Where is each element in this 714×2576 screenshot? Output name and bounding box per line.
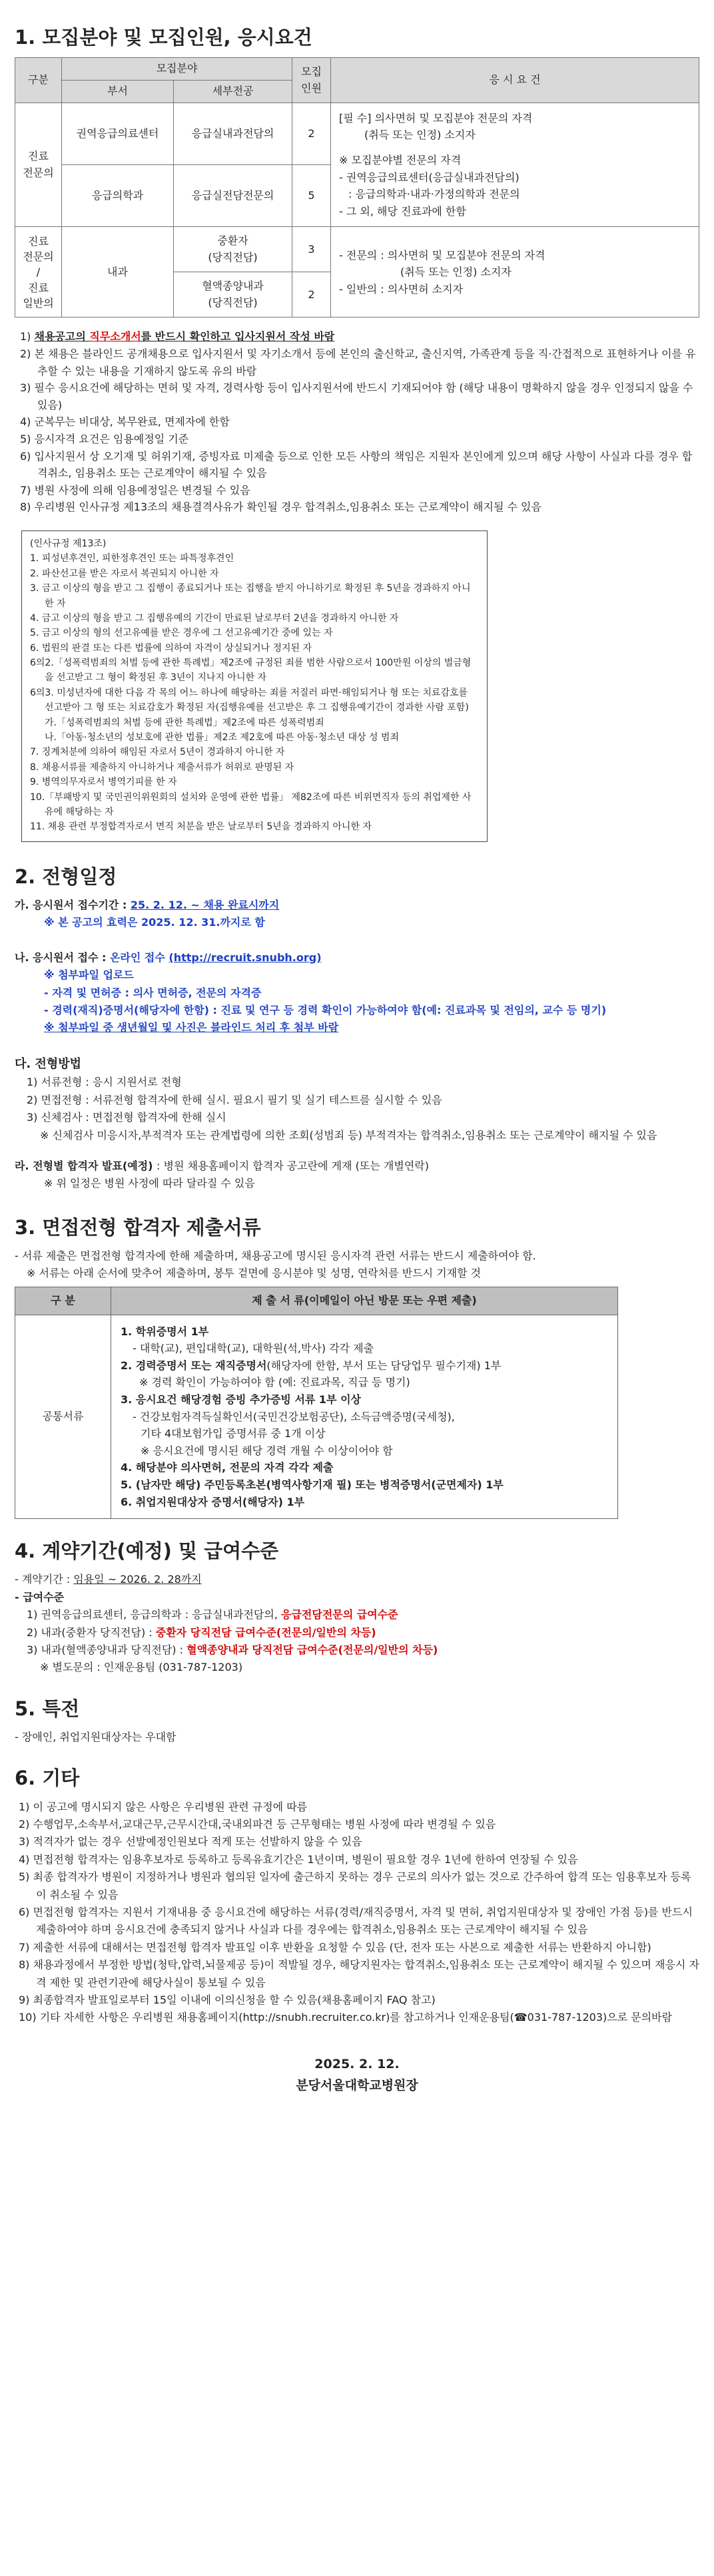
method-item: 3) 신체검사 : 면접전형 합격자에 한해 실시: [27, 1111, 226, 1124]
box-subitem: 나.「아동·청소년의 성보호에 관한 법률」제2조 제2호에 따른 아동·청소년 대상 성 범죄: [45, 732, 399, 744]
misc-item: 9) 최종합격자 발표일로부터 15일 이내에 이의신청을 할 수 있음(채용홈페이지 FAQ 참고): [19, 1993, 436, 2006]
group1-label: 진료 전문의: [15, 103, 62, 227]
box-item: 6. 법원의 판결 또는 다른 법률에 의하여 자격이 상실되거나 정지된 자: [30, 642, 312, 654]
misc-item: 8) 채용과정에서 부정한 방법(청탁,압력,뇌물제공 등)이 적발될 경우, 해당지원자는 합격취소,임용취소 또는 근로계약이 해지될 수 있으며 재응시 자격 제한 및 관련기관에 해당사실이 통보될 수 있음: [19, 1958, 699, 1989]
misc-list: [15, 1799, 699, 2027]
method-item: 1) 서류전형 : 응시 지원서로 전형: [27, 1076, 182, 1089]
dept-cell: 권역응급의료센터: [62, 103, 174, 164]
misc-item: 4) 면접전형 합격자는 임용후보자로 등록하고 등록유효기간은 1년이며, 병원이 필요할 경우 1년에 한하여 연장될 수 있음: [19, 1852, 578, 1866]
recruitment-table: [15, 57, 699, 318]
benefit-text: - 장애인, 취업지원대상자는 우대함: [15, 1730, 177, 1743]
box-item: 7. 징계처분에 의하여 해임된 자로서 5년이 경과하지 아니한 자: [30, 747, 285, 758]
result-announce: 라. 전형별 합격자 발표(예정) : 병원 채용홈페이지 합격자 공고란에 게재 (또는 개별연락): [15, 1159, 429, 1172]
misc-item: 1) 이 공고에 명시되지 않은 사항은 우리병원 관련 규정에 따름: [19, 1800, 308, 1813]
th-count: 모집 인원: [292, 58, 331, 103]
group1-requirements: [필 수] 의사면허 및 모집분야 전문의 자격 (취득 또는 인정) 소지자 ※ 모집분야별 전문의 자격 - 권역응급의료센터(응급실내과전담의) : 응급의학과·내과·가정의학과 전문의 - 그 외, 해당 진료과에 한함: [331, 103, 699, 227]
attach-note: ※ 첨부파일 중 생년월일 및 사진은 블라인드 처리 후 첨부 바람: [44, 1021, 339, 1034]
recruit-link[interactable]: (http://recruit.snubh.org): [169, 951, 322, 964]
docs-intro-note: ※ 서류는 아래 순서에 맞추어 제출하며, 봉투 겉면에 응시분야 및 성명, 연락처를 반드시 기재할 것: [27, 1267, 482, 1280]
footer-date: 2025. 2. 12.: [314, 2056, 400, 2071]
method-item: 2) 면접전형 : 서류전형 합격자에 한해 실시. 필요시 필기 및 실기 테스트를 실시할 수 있음: [27, 1093, 442, 1106]
note-item: 4) 군복무는 비대상, 복무완료, 면제자에 한함: [20, 415, 230, 429]
box-item: 4. 금고 이상의 형을 받고 그 집행유예의 기간이 만료된 날로부터 2년을 경과하지 아니한 자: [30, 612, 399, 624]
box-item: 11. 채용 관련 부정합격자로서 면직 처분을 받은 날로부터 5년을 경과하지 아니한 자: [30, 821, 372, 833]
note-item: 7) 병원 사정에 의해 임용예정일은 변경될 수 있음: [20, 483, 250, 497]
schedule-section: [15, 897, 699, 1193]
dept-cell: 응급의학과: [62, 165, 174, 227]
notes-list: [20, 328, 699, 516]
dept-cell: 내과: [62, 227, 174, 318]
detail-cell: 중환자 (당직전담): [174, 227, 292, 272]
group2-requirements: - 전문의 : 의사면허 및 모집분야 전문의 자격 (취득 또는 인정) 소지자 - 일반의 : 의사면허 소지자: [331, 227, 699, 318]
pay-item: 1) 권역응급의료센터, 응급의학과 : 응급실내과전담의, 응급전담전문의 급여수준: [27, 1608, 398, 1621]
box-item: 1. 피성년후견인, 피한정후견인 또는 파특정후견인: [30, 553, 234, 564]
method-note: ※ 신체검사 미응시자,부적격자 또는 관계법령에 의한 조회(성범죄 등) 부적격자는 합격취소,임용취소 또는 근로계약이 해지될 수 있음: [40, 1128, 657, 1142]
th-docs-category: 구 분: [15, 1287, 111, 1315]
box-item: 3. 금고 이상의 형을 받고 그 집행이 종료되거나 또는 집행을 받지 아니하기로 확정된 후 5년을 경과하지 아니한 자: [30, 583, 471, 609]
docs-intro: - 서류 제출은 면접전형 합격자에 한해 제출하며, 채용공고에 명시된 응시자격 관련 서류는 반드시 제출하여야 함.: [15, 1249, 536, 1263]
footer: [15, 2053, 699, 2097]
count-cell: 2: [292, 103, 331, 164]
disqualification-box: [21, 531, 488, 842]
attach-note: ※ 첨부파일 업로드: [44, 968, 134, 982]
misc-item: 2) 수행업무,소속부서,교대근무,근무시간대,국내외파견 등 근무형태는 병원 사정에 따라 변경될 수 있음: [19, 1818, 496, 1830]
th-category: 구분: [15, 58, 62, 103]
note-item: 6) 입사지원서 상 오기재 및 허위기재, 증빙자료 미제출 등으로 인한 모든 사항의 책임은 지원자 본인에게 있으며 해당 사항이 사실과 다를 경우 합격취소, 임용취소 또는 근로계약이 해지될 수 있음: [20, 449, 693, 480]
count-cell: 5: [292, 165, 331, 227]
box-item: 8. 채용서류를 제출하지 아니하거나 제출서류가 허위로 판명된 자: [30, 761, 294, 773]
note-item: 2) 본 채용은 블라인드 공개채용으로 입사지원서 및 자기소개서 등에 본인의 출신학교, 출신지역, 가족관계 등을 직·간접적으로 표현하거나 이를 유추할 수 있는 내용을 기재하지 않도록 유의 바람: [20, 347, 696, 377]
count-cell: 2: [292, 272, 331, 318]
misc-item: 5) 최종 합격자가 병원이 지정하거나 병원과 협의된 일자에 출근하지 못하는 경우 근로의 의사가 없는 것으로 간주하여 합격 또는 임용후보자 등록이 취소될 수 있음: [19, 1870, 691, 1901]
box-item: 5. 금고 이상의 형의 선고유예를 받은 경우에 그 선고유예기간 중에 있는 자: [30, 628, 333, 639]
box-subitem: 가.「성폭력범죄의 처벌 등에 관한 특례법」제2조에 따른 성폭력범죄: [45, 717, 324, 728]
box-item: 2. 파산선고를 받은 자로서 복권되지 아니한 자: [30, 568, 219, 579]
pay-title: - 급여수준: [15, 1590, 65, 1604]
th-docs-list: 제 출 서 류(이메일이 아닌 방문 또는 우편 제출): [111, 1287, 618, 1315]
attach-note: - 경력(재직)증명서(해당자에 한함) : 진료 및 연구 등 경력 확인이 가능하여야 함(예: 진료과목 및 전임의, 교수 등 명기): [44, 1003, 607, 1016]
footer-org: 분당서울대학교병원장: [296, 2077, 418, 2093]
docs-table: [15, 1287, 618, 1519]
box-item: 9. 병역의무자로서 병역기피를 한 자: [30, 777, 177, 788]
pay-item: 2) 내과(중환자 당직전담) : 중환자 당직전담 급여수준(전문의/일반의 차등): [27, 1625, 376, 1639]
note-item: 3) 필수 응시요건에 해당하는 면허 및 자격, 경력사항 등이 입사지원서에 반드시 기재되어야 함 (해당 내용이 명확하지 않을 경우 인정되지 않을 수 있음): [20, 381, 693, 411]
count-cell: 3: [292, 227, 331, 272]
docs-list: 1. 학위증명서 1부 - 대학(교), 편입대학(교), 대학원(석,박사) 각각 제출 2. 경력증명서 또는 재직증명서(해당자에 한함, 부서 또는 담당업무 필수기재) 1부 ※ 경력 확인이 가능하여야 함 (예: 진료과목, 직급 등 명기) 3. 응시요건 해당경험 증빙 추가증빙 서류 1부 이상 - 건강보험자격득실확인서(국민건강보험공단), 소득금액증명(국세청), 기타 4대보험가입 증명서류 중 1개 이상 ※ 응시요건에 명시된 해당 경력 개월 수 이상이어야 함 4. 해당분야 의사면허, 전문의 자격 각각 제출 5. (남자만 해당) 주민등록초본(병역사항기재 필) 또는 병적증명서(군면제자) 1부 6. 취업지원대상자 증명서(해당자) 1부: [111, 1315, 618, 1519]
method-title: 다. 전형방법: [15, 1056, 82, 1071]
apply-period-note: ※ 본 공고의 효력은 2025. 12. 31.까지로 함: [44, 916, 265, 929]
misc-item: 10) 기타 자세한 사항은 우리병원 채용홈페이지(http://snubh.recruiter.co.kr)를 참고하거나 인재운용팀(☎031-787-1203)으로 문의바람: [19, 2011, 673, 2024]
misc-item: 3) 적격자가 없는 경우 선발예정인원보다 적게 또는 선발하지 않을 수 있음: [19, 1835, 362, 1848]
pay-item: 3) 내과(혈액종양내과 당직전담) : 혈액종양내과 당직전담 급여수준(전문의/일반의 차등): [27, 1643, 438, 1656]
misc-item: 7) 제출한 서류에 대해서는 면접전형 합격자 발표일 이후 반환을 요청할 수 있음 (단, 전자 또는 사본으로 제출한 서류는 반환하지 아니함): [19, 1940, 651, 1954]
section-5-title: 5. 특전: [15, 1697, 80, 1720]
group2-label: 진료 전문의 / 진료 일반의: [15, 227, 62, 318]
th-detail: 세부전공: [174, 81, 292, 103]
box-item: 6의3. 미성년자에 대한 다음 각 목의 어느 하나에 해당하는 죄를 저질러 파면·해임되거나 형 또는 치료감호를 선고받아 그 형 또는 치료감호가 확정된 자(집행유예를 선고받은 후 그 집행유예기간이 경과한 사람 포함): [30, 687, 469, 714]
section-3-title: 3. 면접전형 합격자 제출서류: [15, 1215, 261, 1239]
apply-method: 나. 응시원서 접수 : 온라인 접수 (http://recruit.snubh.org): [15, 951, 322, 964]
box-title: (인사규정 제13조): [30, 538, 107, 549]
th-requirements: 응 시 요 건: [331, 58, 699, 103]
note-item: 5) 응시자격 요건은 임용예정일 기준: [20, 432, 189, 445]
th-field: 모집분야: [62, 58, 292, 81]
misc-item: 6) 면접전형 합격자는 지원서 기재내용 중 응시요건에 해당하는 서류(경력/재직증명서, 자격 및 면허, 취업지원대상자 및 장애인 가점 등)를 반드시 제출하여야 하며 응시요건에 충족되지 않거나 사실과 다를 경우에는 합격취소,임용취소 또는 근로계약이 해지될 수 있음: [19, 1905, 693, 1936]
th-dept: 부서: [62, 81, 174, 103]
box-item: 10.「부패방지 및 국민권익위원회의 설치와 운영에 관한 법률」 제82조에 따른 비위면직자 등의 취업제한 사유에 해당하는 자: [30, 791, 472, 817]
note-item: 1) 채용공고의 직무소개서를 반드시 확인하고 입사지원서 작성 바람: [20, 330, 335, 343]
contract-period: - 계약기간 : 임용일 ~ 2026. 2. 28까지: [15, 1573, 202, 1586]
apply-period: 가. 응시원서 접수기간 : 25. 2. 12. ~ 채용 완료시까지: [15, 899, 280, 911]
section-4-title: 4. 계약기간(예정) 및 급여수준: [15, 1540, 279, 1563]
section-2-title: 2. 전형일정: [15, 865, 117, 888]
result-note: ※ 위 일정은 병원 사정에 따라 달라질 수 있음: [44, 1177, 255, 1190]
box-item: 6의2.「성폭력범죄의 처벌 등에 관한 특례법」제2조에 규정된 죄를 범한 사람으로서 100만원 이상의 벌금형을 선고받고 그 형이 확정된 후 3년이 지나지 아니한 자: [30, 658, 472, 684]
detail-cell: 응급실내과전담의: [174, 103, 292, 164]
contract-section: [15, 1571, 699, 1676]
docs-category: 공통서류: [15, 1315, 111, 1519]
pay-note: ※ 별도문의 : 인재운용팀 (031-787-1203): [40, 1661, 243, 1674]
note-item: 8) 우리병원 인사규정 제13조의 채용결격사유가 확인될 경우 합격취소,임용취소 또는 근로계약이 해지될 수 있음: [20, 501, 541, 514]
section-6-title: 6. 기타: [15, 1767, 80, 1790]
detail-cell: 응급실전담전문의: [174, 165, 292, 227]
detail-cell: 혈액종양내과 (당직전담): [174, 272, 292, 318]
attach-note: - 자격 및 면허증 : 의사 면허증, 전문의 자격증: [44, 986, 262, 999]
section-1-title: 1. 모집분야 및 모집인원, 응시요건: [15, 26, 312, 49]
